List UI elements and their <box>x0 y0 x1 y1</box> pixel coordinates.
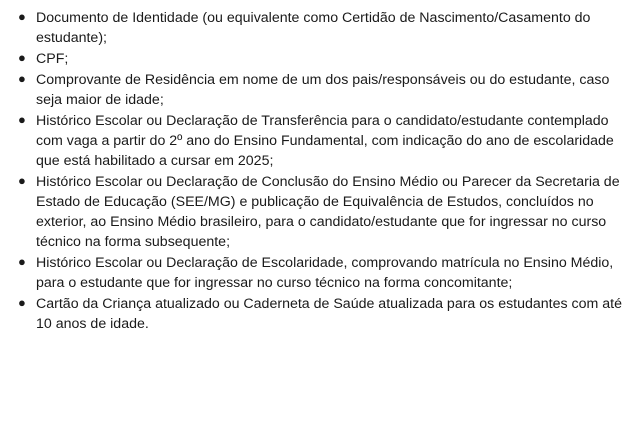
list-item <box>10 8 626 48</box>
list-item <box>10 49 626 69</box>
list-item <box>10 253 626 293</box>
bullet-icon: ● <box>18 50 26 66</box>
bullet-icon: ● <box>18 112 26 128</box>
bullet-icon: ● <box>18 9 26 24</box>
bullet-icon: ● <box>18 254 26 270</box>
list-item <box>10 70 626 110</box>
required-documents-list <box>10 8 626 334</box>
list-item-text: Histórico Escolar ou Declaração de Escolaridade, comprovando matrícula no Ensino Médio, para o estudante que for ingressar no curso técnico na forma concomitante; <box>36 255 614 292</box>
list-item-text: CPF; <box>36 51 69 68</box>
list-item-text: Histórico Escolar ou Declaração de Transferência para o candidato/estudante contemplado com vaga a partir do 2º ano do Ensino Fundamental, com indicação do ano de escolaridade que está habilitado a cursar em 2025; <box>36 113 614 170</box>
list-item-text: Histórico Escolar ou Declaração de Conclusão do Ensino Médio ou Parecer da Secretaria de Estado de Educação (SEE/MG) e publicação de Equivalência de Estudos, concluídos no exterior, ao Ensino Médio brasileiro, para o candidato/estudante que for ingressar no curso técnico na forma subsequente; <box>36 174 620 251</box>
bullet-icon: ● <box>18 173 26 189</box>
list-item <box>10 172 626 252</box>
list-item <box>10 111 626 171</box>
list-item-text: Comprovante de Residência em nome de um dos pais/responsáveis ou do estudante, caso seja maior de idade; <box>36 72 610 109</box>
bullet-icon: ● <box>18 295 26 311</box>
list-item-text: Cartão da Criança atualizado ou Caderneta de Saúde atualizada para os estudantes com até 10 anos de idade. <box>36 296 623 333</box>
list-item-text: Documento de Identidade (ou equivalente como Certidão de Nascimento/Casamento do estudante); <box>36 10 591 47</box>
list-item <box>10 294 626 334</box>
bullet-icon: ● <box>18 71 26 87</box>
